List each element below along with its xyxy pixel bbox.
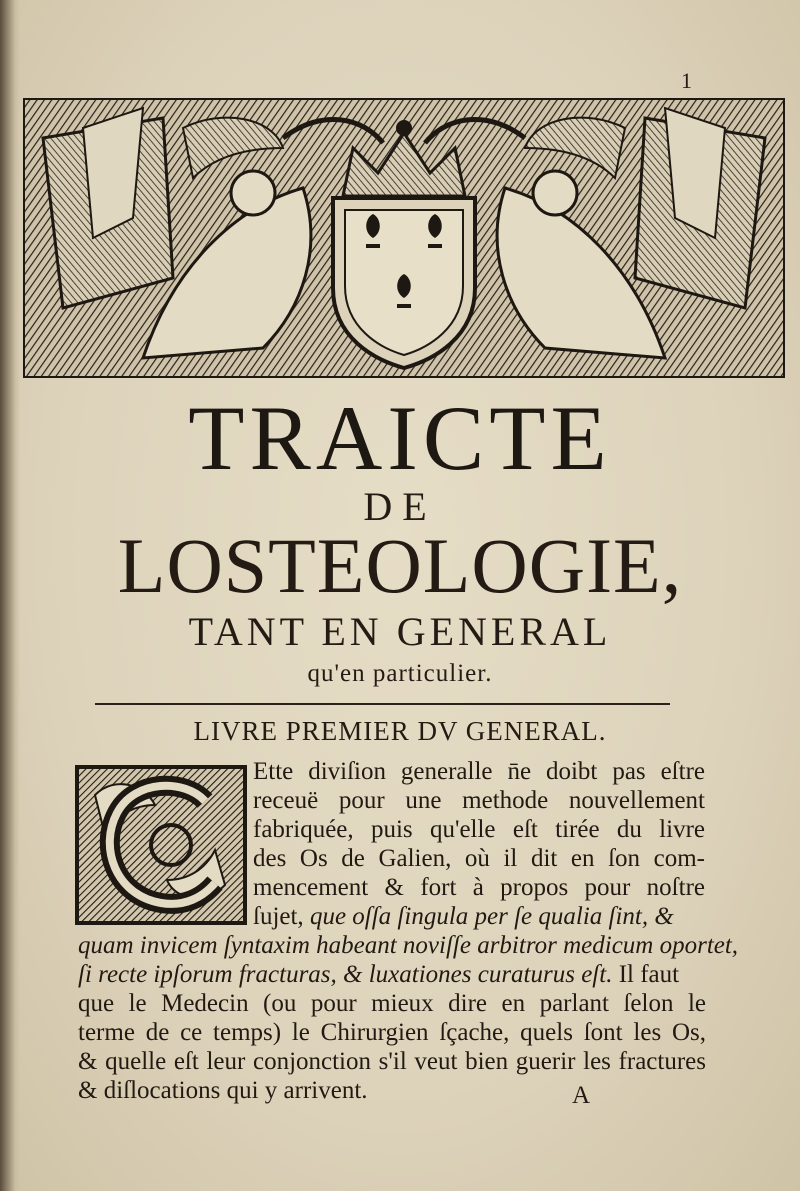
body-line: fabriquée, puis qu'elle eſt tirée du livre [253, 816, 705, 843]
body-line: & diſlocations qui y arrivent. [78, 1077, 368, 1104]
body-line: & quelle eſt leur conjonction s'il veut bien guerir les fractures [78, 1048, 706, 1075]
royal-arms-fleur-de-lis-icon [23, 98, 785, 378]
title-qu-en-particulier: qu'en particulier. [307, 660, 493, 687]
body-line: Ette diviſion generalle n̄e doibt pas eſtre [253, 758, 705, 785]
body-line: des Os de Galien, où il dit en ſon com- [253, 845, 705, 872]
page-number: 1 [681, 68, 692, 93]
body-italic-span: que oſſa ſingula per ſe qualia ſint, & [303, 903, 674, 930]
book-heading: LIVRE PREMIER DV GENERAL. [193, 716, 607, 746]
body-roman-span: Il faut [612, 961, 680, 988]
body-line: terme de ce temps) le Chirurgien ſçache, quels ſont les Os, [78, 1019, 706, 1046]
title-de: DE [363, 484, 437, 529]
body-line: quam invicem ſyntaxim habeant noviſſe arbitror medicum oportet, [78, 932, 739, 959]
headpiece-ornament [23, 98, 785, 378]
title-tant-en-general: TANT EN GENERAL [188, 609, 612, 654]
title-main: TRAICTE [188, 387, 612, 489]
body-roman-span: ſujet, [253, 903, 304, 930]
body-line: receuë pour une methode nouvellement [253, 787, 705, 814]
body-line: mencement & fort à propos pour noſtre [253, 874, 705, 901]
signature-mark: A [572, 1082, 591, 1109]
body-italic-span: ſi recte ipſorum fracturas, & luxationes curaturus eſt. [78, 961, 613, 988]
ornamental-initial-c-icon [75, 765, 247, 925]
horizontal-rule [95, 703, 670, 705]
title-subject: LOSTEOLOGIE, [117, 522, 683, 609]
body-line [78, 960, 706, 989]
body-line: que le Medecin (ou pour mieux dire en parlant ſelon le [78, 990, 706, 1017]
body-line [253, 902, 705, 931]
